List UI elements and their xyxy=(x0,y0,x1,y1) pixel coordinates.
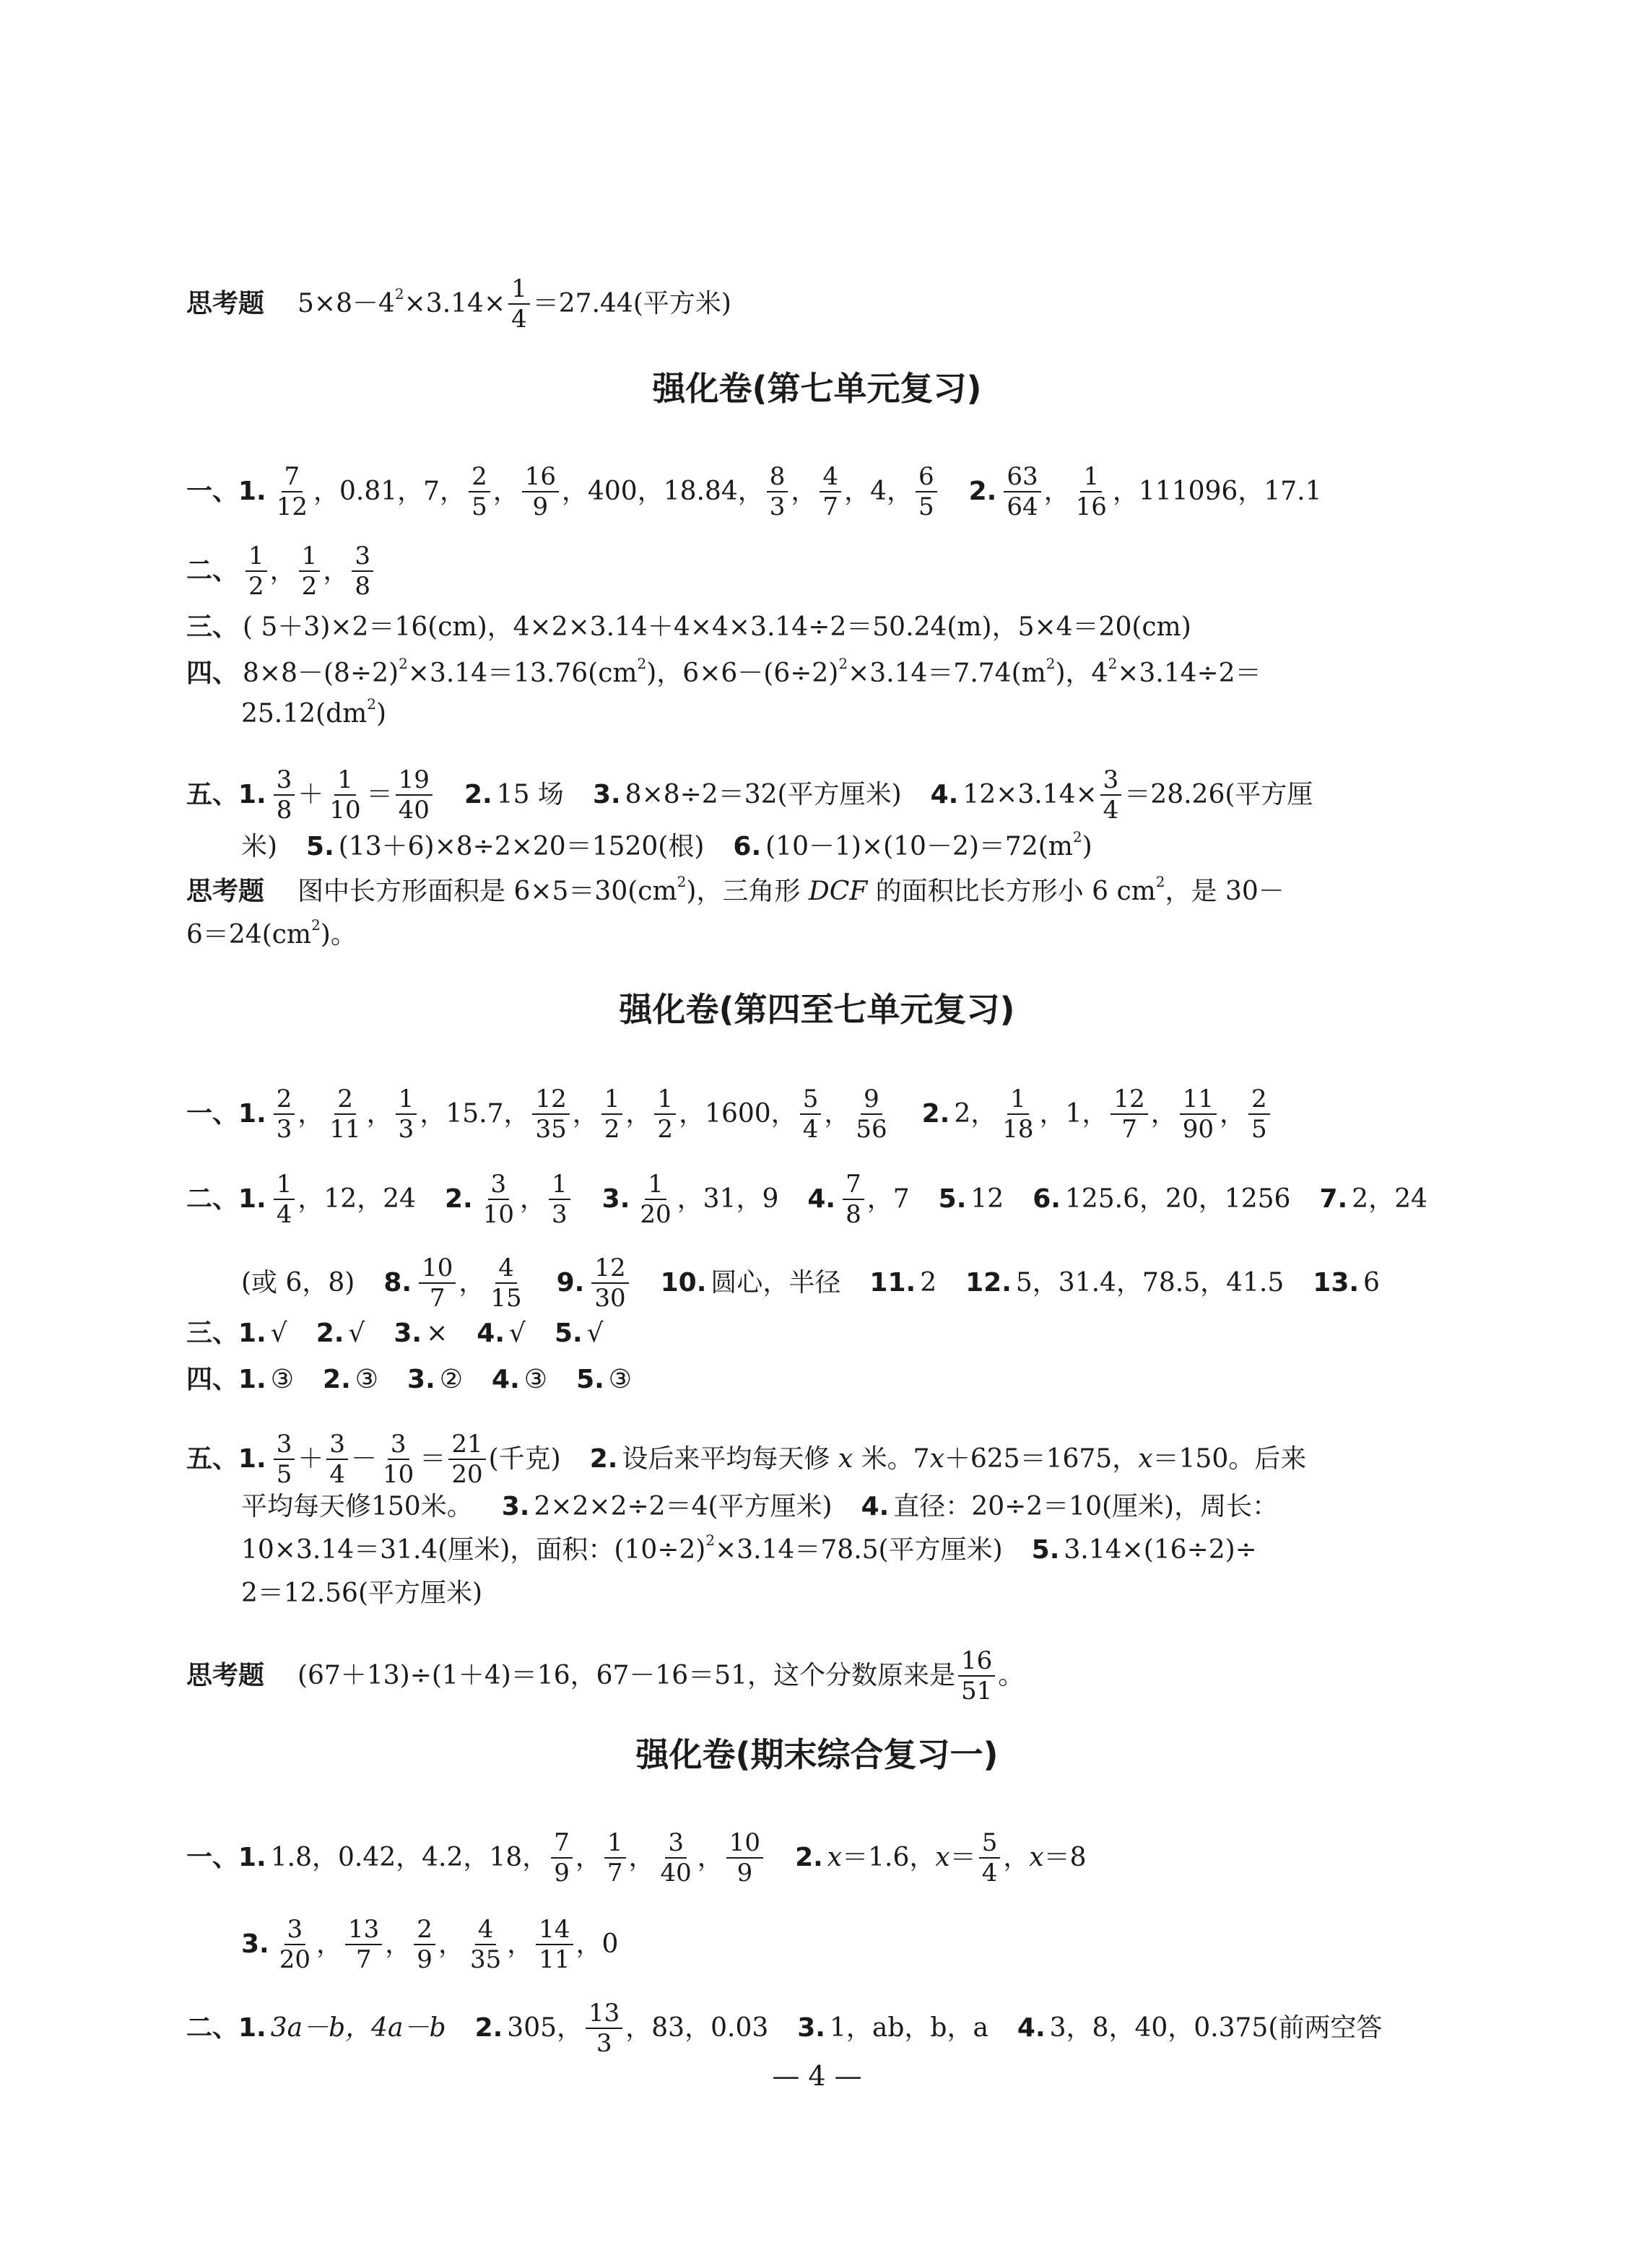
s47-q5-cont2: 10×3.14＝31.4(厘米)，面积：(10÷2) 2 ×3.14＝78.5(平方厘米) 5. 3.14×(16÷2)÷ xyxy=(241,1531,1257,1565)
s7-thinking-cont: 6＝24(cm 2 )。 xyxy=(186,916,357,950)
s7-q2: 二、 $\frac{1}{2}$ ， $\frac{1}{2}$ ， $\frac{3}{8}$ xyxy=(186,542,1453,601)
section-title-unit4-7: 强化卷(第四至七单元复习) xyxy=(619,990,1015,1029)
s47-q5: 五、1. $\frac{3}{5}$ ＋ $\frac{3}{4}$ － $\frac{3}{10}$ ＝ $\frac{21}{20}$ (千克) 2. 设后来平均每天修 x 米。7 x ＋625＝1675， x ＝150。后来 xyxy=(186,1430,1307,1489)
s47-q2-cont: (或 6，8) 8. $\frac{10}{7}$ ， $\frac{4}{15}$ 9. $\frac{12}{30}$ 10. 圆心，半径 11. 2 12. 5，31.4，78.5，41.5 13. 6 xyxy=(241,1254,1380,1313)
sf-q2: 二、1. 3a－b，4a－b 2. 305， $\frac{13}{3}$ ，83，0.03 3. 1，ab，b，a 4. 3，8，40，0.375(前两空答 xyxy=(186,1999,1383,2058)
thinking-label: 思考题 xyxy=(186,289,265,318)
s47-q1: 一、1. $\frac{2}{3}$ ， $\frac{2}{11}$ ， $\frac{1}{3}$ ，15.7， $\frac{12}{35}$ ， $\frac{1}{2}$ ， $\frac{1}{2}$ ，1600， $\frac{5}{4}$ ， $\frac{9}{56}$ 2. 2， $\frac{1}{18}$ ，1， $\frac{12}{7}$ ， $\frac{11}{90}$ ， $\frac{2}{5}$ xyxy=(186,1085,1453,1144)
page-number: — 4 — xyxy=(772,2060,862,2092)
fraction: $\frac{1}{4}$ xyxy=(508,274,530,334)
s47-thinking: 思考题 (67＋13)÷(1＋4)＝16，67－16＝51，这个分数原来是 $\frac{16}{51}$ 。 xyxy=(186,1646,1025,1706)
sf-q1-3: 3. $\frac{3}{20}$ ， $\frac{13}{7}$ ， $\frac{2}{9}$ ， $\frac{4}{35}$ ， $\frac{14}{11}$ ，0 xyxy=(241,1915,619,1974)
s7-q1: 一、1. $\frac{7}{12}$ ，0.81，7， $\frac{2}{5}$ ， $\frac{16}{9}$ ，400，18.84， $\frac{8}{3}$ ， $\frac{4}{7}$ ，4， $\frac{6}{5}$ 2. $\frac{63}{64}$ ， $\frac{1}{16}$ ，111096，17.1 xyxy=(186,462,1322,521)
s47-q4: 四、1. ③ 2. ③ 3. ② 4. ③ 5. ③ xyxy=(186,1365,633,1394)
s7-q5-cont: 米) 5. (13＋6)×8÷2×20＝1520(根) 6. (10－1)×(10－2)＝72(m 2 ) xyxy=(241,828,1092,861)
s47-q5-cont3: 2＝12.56(平方厘米) xyxy=(241,1578,483,1608)
sf-q1: 一、1. 1.8，0.42，4.2，18， $\frac{7}{9}$ ， $\frac{1}{7}$ ， $\frac{3}{40}$ ， $\frac{10}{9}$ 2. x ＝1.6， x ＝ $\frac{5}{4}$ ， x ＝8 xyxy=(186,1828,1087,1887)
s7-q5: 五、1. $\frac{3}{8}$ ＋ $\frac{1}{10}$ ＝ $\frac{19}{40}$ 2. 15 场 3. 8×8÷2＝32(平方厘米) 4. 12×3.14× $\frac{3}{4}$ ＝28.26(平方厘 xyxy=(186,765,1313,825)
thinking-question-prev: 思考题 5×8－4 2 ×3.14× $\frac{1}{4}$ ＝27.44(平方米) xyxy=(186,274,731,334)
s47-q3: 三、1. √ 2. √ 3. × 4. √ 5. √ xyxy=(186,1318,604,1348)
s7-q3: 三、 ( 5＋3)×2＝16(cm)，4×2×3.14＋4×4×3.14÷2＝50.24(m)，5×4＝20(cm) xyxy=(186,612,1191,642)
s7-q4-cont: 25.12(dm 2 ) xyxy=(241,695,387,729)
section-title-final: 强化卷(期末综合复习一) xyxy=(635,1735,999,1774)
s47-q2: 二、1. $\frac{1}{4}$ ，12，24 2. $\frac{3}{10}$ ， $\frac{1}{3}$ 3. $\frac{1}{20}$ ，31，9 4. $\frac{7}{8}$ ，7 5. 12 6. 125.6，20，1256 7. 2，24 xyxy=(186,1170,1427,1229)
s7-thinking: 思考题 图中长方形面积是 6×5＝30(cm 2 )，三角形 DCF 的面积比长方形小 6 cm 2 ，是 30－ xyxy=(186,873,1285,906)
section-title-unit7: 强化卷(第七单元复习) xyxy=(652,369,982,408)
s47-q5-cont1: 平均每天修150米。 3. 2×2×2÷2＝4(平方厘米) 4. 直径：20÷2＝10(厘米)，周长： xyxy=(241,1492,1279,1521)
s7-q4: 四、 8×8－(8÷2) 2 ×3.14＝13.76(cm 2 )，6×6－(6÷2) 2 ×3.14＝7.74(m 2 )，4 2 ×3.14÷2＝ xyxy=(186,655,1261,688)
